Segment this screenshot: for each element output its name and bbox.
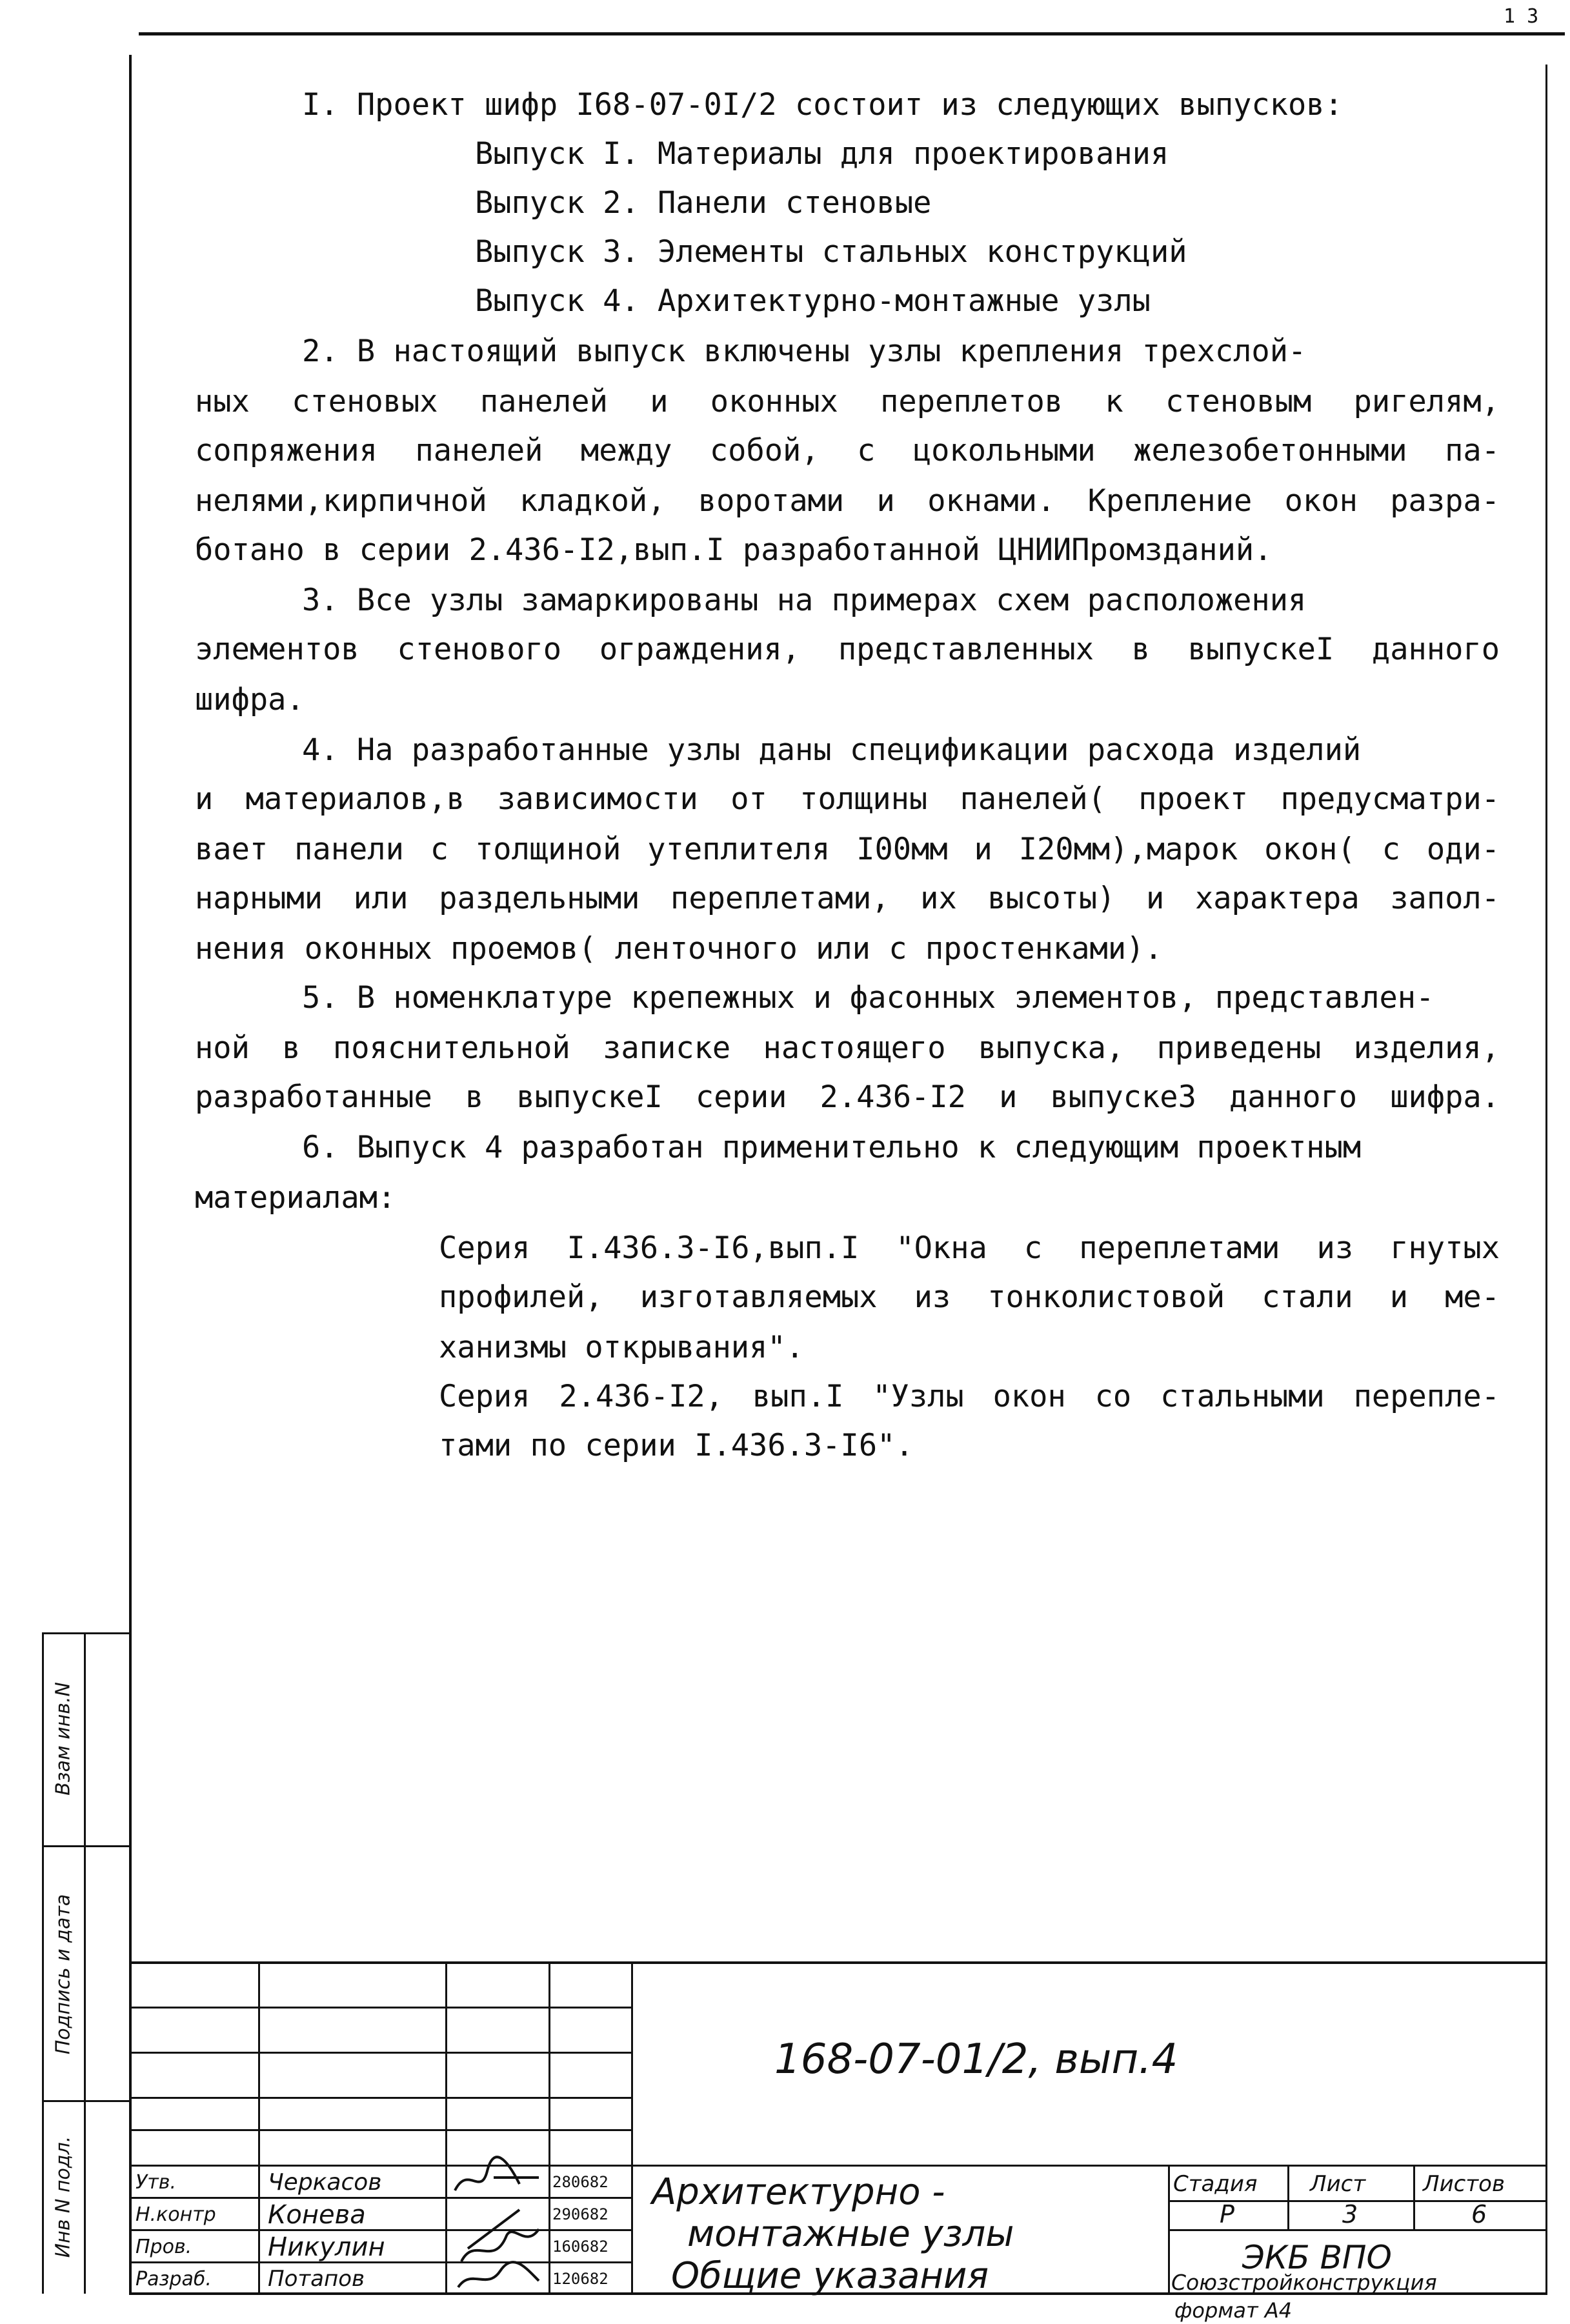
role-norm-control: Н.контр [136, 2203, 216, 2226]
name-approved: Черкасов [268, 2169, 382, 2196]
document-title-line: Общие указания [671, 2255, 989, 2297]
para-5-line: разработанные в выпускеI серии 2.436-I2 и выпуске3 данного шифра. [195, 1079, 1500, 1115]
para-5-line: 5. В номенклатуре крепежных и фасонных элементов, представлен- [302, 980, 1434, 1016]
para-3-line: шифра. [195, 682, 305, 717]
date-approved: 280682 [552, 2173, 609, 2191]
sheets-header: Листов [1423, 2171, 1505, 2197]
document-title-line: монтажные узлы [687, 2213, 1014, 2255]
signature-scribble [448, 2139, 545, 2294]
issue-list-item: Выпуск 2. Панели стеновые [475, 185, 932, 221]
para-3-line: элементов стенового ограждения, представленных в выпускеI данного [195, 632, 1500, 667]
sheet-format: формат А4 [1174, 2298, 1293, 2323]
name-norm-control: Конева [268, 2200, 366, 2230]
sheet-header: Лист [1310, 2171, 1366, 2197]
reference-line: тами по серии I.436.3-I6". [439, 1428, 914, 1463]
role-approved: Утв. [136, 2171, 176, 2194]
title-block-line [258, 1961, 260, 2294]
document-code: 168-07-01/2, вып.4 [774, 2036, 1178, 2083]
para-2-line: ботано в серии 2.436-I2,вып.I разработанной ЦНИИПромзданий. [195, 532, 1273, 568]
side-stamp-line [42, 1632, 131, 1634]
para-4-line: вает панели с толщиной утеплителя I00мм и I20мм),марок окон( с оди- [195, 832, 1500, 867]
role-checked: Пров. [136, 2236, 192, 2258]
para-4-line: 4. На разработанные узлы даны спецификации расхода изделий [302, 732, 1362, 768]
para-6-line: материалам: [195, 1180, 396, 1216]
para-4-line: нения оконных проемов( ленточного или с простенками). [195, 931, 1163, 967]
reference-line: Серия 2.436-I2, вып.I "Узлы окон со стальными перепле- [439, 1379, 1500, 1414]
title-block-line [631, 1961, 633, 2294]
para-2-line: нелями,кирпичной кладкой, воротами и окнами. Крепление окон разра- [195, 483, 1500, 519]
side-stamp-line [84, 1632, 86, 2294]
para-4-line: нарными или раздельными переплетами, их высоты) и характера запол- [195, 881, 1500, 916]
title-block-line [129, 1961, 1547, 1964]
para-1-intro: I. Проект шифр I68-07-0I/2 состоит из следующих выпусков: [302, 87, 1343, 123]
para-4-line: и материалов,в зависимости от толщины панелей( проект предусматри- [195, 781, 1500, 817]
title-block-line [1287, 2165, 1289, 2229]
sheet-value: 3 [1342, 2200, 1358, 2229]
title-block-line [129, 2229, 632, 2231]
title-block-line [1168, 2165, 1170, 2294]
date-norm-control: 290682 [552, 2205, 609, 2223]
issue-list-item: Выпуск 4. Архитектурно-монтажные узлы [475, 283, 1151, 319]
title-block-line [129, 2165, 1547, 2167]
reference-line: Серия I.436.3-I6,вып.I "Окна с переплетами из гнутых [439, 1230, 1500, 1266]
title-block-line [129, 2129, 632, 2131]
para-2-line: ных стеновых панелей и оконных переплетов к стеновым ригелям, [195, 384, 1500, 419]
organization-name: ЭКБ ВПО [1242, 2239, 1392, 2276]
para-5-line: ной в пояснительной записке настоящего выпуска, приведены изделия, [195, 1030, 1500, 1066]
title-block-line [445, 1961, 447, 2294]
title-block-line [129, 2097, 632, 2099]
title-block-line [1168, 2229, 1547, 2231]
sheet-corner-mark: 1 3 [1504, 5, 1539, 28]
side-stamp-replacement-label: Взам инв.N [52, 1682, 75, 1796]
sheets-value: 6 [1471, 2200, 1487, 2229]
para-3-line: 3. Все узлы замаркированы на примерах схем расположения [302, 583, 1307, 618]
reference-line: ханизмы открывания". [439, 1330, 804, 1365]
title-block-line [548, 1961, 550, 2294]
stage-header: Стадия [1173, 2171, 1258, 2197]
stage-value: Р [1220, 2200, 1234, 2229]
side-stamp-signature-label: Подпись и дата [52, 1894, 75, 2055]
role-developed: Разраб. [136, 2268, 212, 2290]
title-block-line [129, 2007, 632, 2008]
side-stamp-line [42, 1845, 131, 1847]
date-checked: 160682 [552, 2238, 609, 2256]
side-stamp-line [42, 1632, 44, 2294]
name-checked: Никулин [268, 2232, 385, 2262]
side-stamp-inventory-label: Инв N подл. [52, 2136, 75, 2258]
document-title-line: Архитектурно - [652, 2171, 945, 2213]
para-2-line: 2. В настоящий выпуск включены узлы крепления трехслой- [302, 334, 1307, 369]
organization-trust: Союзстройконструкция [1171, 2270, 1437, 2295]
issue-list-item: Выпуск I. Материалы для проектирования [475, 136, 1169, 172]
title-block-line [129, 2197, 632, 2199]
title-block-line [129, 2052, 632, 2054]
date-developed: 120682 [552, 2270, 609, 2288]
reference-line: профилей, изготавляемых из тонколистовой стали и ме- [439, 1279, 1500, 1315]
para-2-line: сопряжения панелей между собой, с цокольными железобетонными па- [195, 433, 1500, 468]
issue-list-item: Выпуск 3. Элементы стальных конструкций [475, 234, 1187, 270]
side-stamp-line [42, 2100, 131, 2102]
name-developed: Потапов [268, 2266, 365, 2292]
title-block-line [1413, 2165, 1415, 2229]
para-6-line: 6. Выпуск 4 разработан применительно к следующим проектным [302, 1130, 1362, 1165]
